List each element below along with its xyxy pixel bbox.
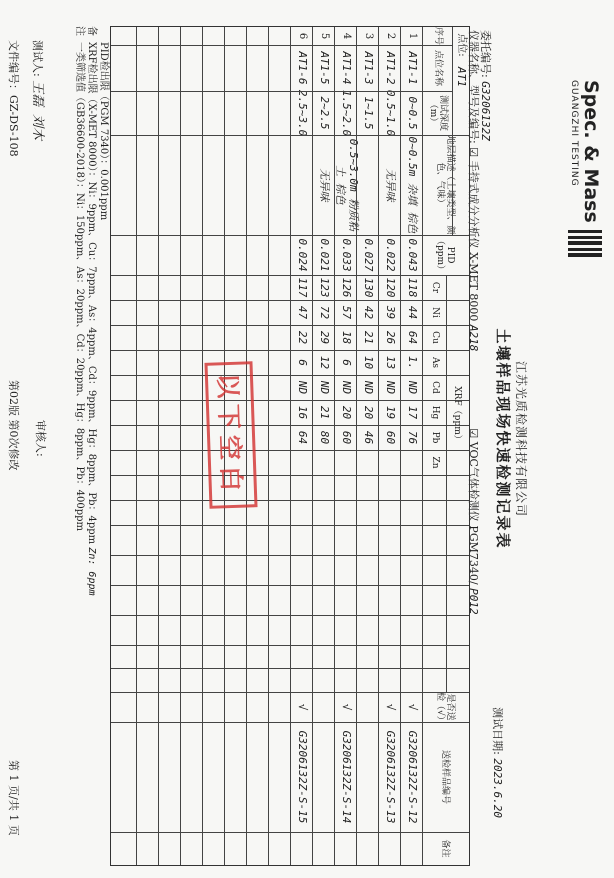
cell-metal: 72 xyxy=(318,305,332,320)
logo-subtitle: GUANGZHI TESTING xyxy=(569,80,579,187)
cell-point: AT1-4 xyxy=(340,51,354,85)
table-row-rule xyxy=(312,27,313,865)
cell-sent: √ xyxy=(406,703,420,711)
cell-pid: 0.022 xyxy=(384,238,398,272)
cell-metal: 6 xyxy=(340,359,354,366)
commission-label: 委托编号: xyxy=(479,30,492,78)
cell-point: AT1-6 xyxy=(296,51,310,85)
cell-metal: ND xyxy=(318,380,332,395)
cell-metal: 21 xyxy=(362,330,376,345)
cell-metal: 13 xyxy=(384,355,398,370)
tester-signature-value: 王磊 刘木 xyxy=(30,80,45,141)
instrument-label: 仪器名称、型号及编号: xyxy=(467,30,480,144)
table-row-rule xyxy=(334,27,335,865)
table-row-rule xyxy=(202,27,203,865)
version-note: 第02版 第0次修改 xyxy=(7,380,20,471)
cell-metal: 16 xyxy=(296,405,310,420)
table-row-rule xyxy=(268,27,269,865)
cell-metal: 117 xyxy=(296,277,310,298)
cell-seq: 1 xyxy=(406,32,418,40)
cell-metal: ND xyxy=(406,380,420,395)
cell-metal: 46 xyxy=(362,430,376,445)
cell-point: AT1-5 xyxy=(318,51,332,85)
cell-metal: 123 xyxy=(318,277,332,298)
checkbox-icon: ☑ xyxy=(467,147,480,158)
cell-metal: 60 xyxy=(340,430,354,445)
cell-metal: 64 xyxy=(296,430,310,445)
site-label: 点位: xyxy=(455,33,467,57)
cell-metal: 26 xyxy=(384,330,398,345)
company-logo xyxy=(569,80,602,223)
cell-sample-no: G3206132Z-S-13 xyxy=(384,730,398,824)
header-sample-no: 送检样品编号 xyxy=(440,749,451,804)
test-date xyxy=(490,707,506,818)
header-metal: Cd xyxy=(430,381,441,394)
cell-metal: 57 xyxy=(340,305,354,320)
cell-point: AT1-3 xyxy=(362,51,376,85)
table-row-rule xyxy=(356,27,357,865)
table-row-rule xyxy=(136,27,137,865)
checkbox-icon: ☑ xyxy=(467,428,480,439)
cell-metal: 118 xyxy=(406,277,420,298)
cell-point: AT1-1 xyxy=(406,51,420,85)
table-row-rule xyxy=(446,275,447,692)
reviewer-label: 审核人: xyxy=(34,420,47,457)
cell-depth: 1.5~2.0 xyxy=(340,89,354,137)
cell-metal: 10 xyxy=(362,355,376,370)
header-pid: PID（ppm） xyxy=(435,235,456,275)
cell-metal: 39 xyxy=(384,305,398,320)
xrf-instrument-id: A218 xyxy=(467,324,480,352)
footnote xyxy=(73,26,109,864)
cell-desc: 0.5~3.0m 粉质粘土 棕色 xyxy=(334,138,360,232)
file-number: 文件编号：GZ-DS-108 xyxy=(7,40,20,157)
header-desc: 地层描述（土壤类型、颜色、气味） xyxy=(435,135,456,235)
cell-metal: ND xyxy=(362,380,376,395)
header-metal: Pb xyxy=(430,431,441,444)
table-row-rule xyxy=(158,27,159,865)
table-row-rule xyxy=(378,27,379,865)
site-value: AT1 xyxy=(455,67,469,87)
cell-desc: 无异味 xyxy=(318,168,332,202)
xrf-instrument: 手持式成分分析仪 X-MET 8000 xyxy=(467,160,480,322)
page-title: 土壤样品现场快速检测记录表 xyxy=(494,328,512,550)
cell-metal: 126 xyxy=(340,277,354,298)
test-date-value: 2023.6.20 xyxy=(491,758,504,818)
cell-metal: 6 xyxy=(296,359,310,366)
header-xrf: XRF（ppm） xyxy=(452,386,463,444)
footnote-line xyxy=(85,42,97,864)
cell-metal: 120 xyxy=(384,277,398,298)
tester-label: 测试人: xyxy=(31,40,44,77)
cell-seq: 2 xyxy=(384,32,396,40)
logo-bars-icon xyxy=(568,230,602,258)
cell-sample-no: G3206132Z-S-15 xyxy=(296,730,310,824)
cell-pid: 0.033 xyxy=(340,238,354,272)
cell-metal: ND xyxy=(296,380,310,395)
cell-pid: 0.021 xyxy=(318,238,332,272)
cell-seq: 3 xyxy=(362,32,374,40)
cell-metal: 80 xyxy=(318,430,332,445)
footnote-line: PID检出限（PGM 7340）：0.001ppm xyxy=(98,42,109,221)
cell-metal: 21 xyxy=(318,405,332,420)
footnote-line: 一类筛选值（GB36600-2018）：Ni：150ppm、As：20ppm、Cd：20ppm、Hg：8ppm、Pb：400ppm xyxy=(74,42,85,531)
table-row-rule xyxy=(180,27,181,865)
header-depth: 测试深度（m） xyxy=(428,94,449,131)
cell-desc: 无异味 xyxy=(384,168,398,202)
cell-depth: 2~2.5 xyxy=(318,96,332,130)
cell-sample-no: G3206132Z-S-14 xyxy=(340,730,354,824)
header-metal: As xyxy=(430,356,441,369)
cell-metal: 19 xyxy=(384,405,398,420)
cell-metal: 12 xyxy=(318,355,332,370)
company-name: 江苏光质检测科技有限公司 xyxy=(514,360,528,517)
blank-below-stamp: 以下空白 xyxy=(204,361,257,509)
cell-pid: 0.043 xyxy=(406,238,420,272)
page-number: 第 1 页/共 1 页 xyxy=(7,760,20,836)
header-sent: 是否送检（√） xyxy=(435,692,456,725)
cell-metal: 20 xyxy=(362,405,376,420)
cell-depth: 0~0.5 xyxy=(406,96,420,130)
cell-sent: √ xyxy=(296,703,310,711)
cell-seq: 6 xyxy=(296,32,308,40)
header-point: 点位名称 xyxy=(433,49,444,86)
cell-point: AT1-2 xyxy=(384,51,398,85)
cell-metal: 130 xyxy=(362,277,376,298)
footnote-xrf-limits: XRF检出限（X-MET 8000）：Ni：9ppm、Cu：7ppm、As：4ppm、Cd：9ppm、Hg：8ppm、Pb：4ppm xyxy=(86,42,97,545)
cell-metal: 22 xyxy=(296,330,310,345)
cell-metal: 17 xyxy=(406,405,420,420)
cell-pid: 0.024 xyxy=(296,238,310,272)
cell-metal: 76 xyxy=(406,430,420,445)
table-row-rule xyxy=(290,27,291,865)
cell-metal: ND xyxy=(384,380,398,395)
test-date-label: 测试日期: xyxy=(491,707,504,755)
cell-seq: 5 xyxy=(318,32,330,40)
table-column-rule xyxy=(111,45,453,46)
cell-sample-no: G3206132Z-S-12 xyxy=(406,730,420,824)
cell-sent: √ xyxy=(340,703,354,711)
cell-metal: 29 xyxy=(318,330,332,345)
cell-metal: 18 xyxy=(340,330,354,345)
table-column-rule xyxy=(111,91,453,92)
cell-metal: 47 xyxy=(296,305,310,320)
header-metal: Hg xyxy=(430,405,441,420)
cell-metal: ND xyxy=(340,380,354,395)
voc-instrument: VOC气体检测仪 PGM7340/ xyxy=(467,441,480,585)
cell-depth: 2.5~3.0 xyxy=(296,89,310,137)
table-row-rule xyxy=(400,27,401,865)
footnote-zn-limit: Zn: 6ppm xyxy=(86,547,97,596)
table-row-rule xyxy=(452,27,453,235)
header-metal: Cu xyxy=(430,331,441,344)
footnote-label: 备注 xyxy=(74,26,97,36)
cell-metal: 44 xyxy=(406,305,420,320)
header-remark: 备注 xyxy=(440,839,451,858)
logo-brand: Spec. & Mass xyxy=(580,80,602,223)
cell-depth: 1~1.5 xyxy=(362,96,376,130)
cell-seq: 4 xyxy=(340,32,352,40)
header-metal: Zn xyxy=(430,456,441,469)
record-table xyxy=(110,26,470,866)
cell-depth: 0.5~1.0 xyxy=(384,89,398,137)
commission-value: G3206132Z xyxy=(479,81,492,141)
cell-desc: 0~0.5m 杂填 棕色 xyxy=(406,136,420,234)
cell-metal: 60 xyxy=(384,430,398,445)
cell-metal: 1. xyxy=(406,355,420,370)
table-row-rule xyxy=(422,27,423,865)
tester-signature xyxy=(30,40,49,140)
cell-metal: 42 xyxy=(362,305,376,320)
cell-metal: 64 xyxy=(406,330,420,345)
header-seq: 序号 xyxy=(433,27,444,46)
voc-instrument-id: P012 xyxy=(467,588,480,615)
cell-pid: 0.027 xyxy=(362,238,376,272)
header-metal: Ni xyxy=(430,307,441,318)
cell-sent: √ xyxy=(384,703,398,711)
cell-metal: 20 xyxy=(340,405,354,420)
header-metal: Cr xyxy=(430,281,441,294)
